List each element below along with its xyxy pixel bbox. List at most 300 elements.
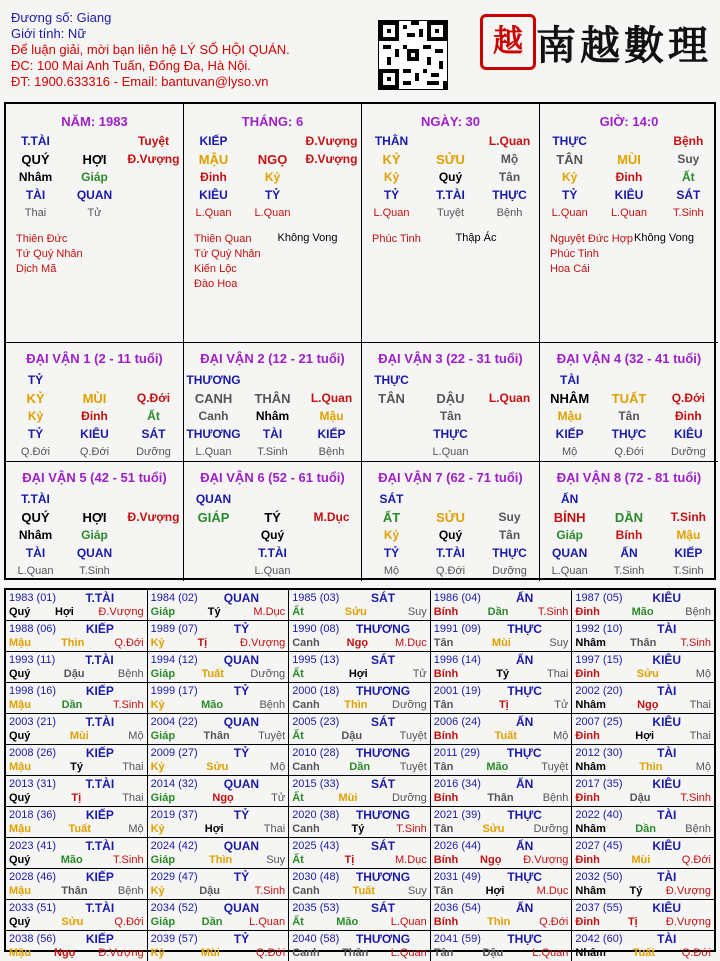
dai-van-1 <box>6 342 184 462</box>
year-stem-branch <box>151 729 286 743</box>
pillar-hidden-states-cell: Tuyệt <box>436 207 465 219</box>
year-cell[interactable] <box>572 683 714 714</box>
year-cell[interactable] <box>148 621 290 652</box>
pillar-top-cell: KIẾP <box>199 134 228 148</box>
star-name: Thiên Quan <box>194 233 252 245</box>
dai-van-hidden-gods-cell: KIÊU <box>80 427 109 441</box>
year-branch: Dậu <box>341 730 363 742</box>
dai-van-hidden-gods-cell: THƯƠNG <box>186 427 241 441</box>
year-cell[interactable] <box>6 590 148 621</box>
dai-van-god-cell: THƯƠNG <box>186 373 241 387</box>
year-cell[interactable] <box>431 590 573 621</box>
year-cell[interactable] <box>289 807 431 838</box>
year-cell[interactable] <box>148 900 290 931</box>
dai-van-hidden-states-cell: T.Sinh <box>673 565 704 577</box>
year-stem-branch <box>434 822 569 836</box>
dai-van-hidden-states-cell: Q.Đới <box>614 446 644 458</box>
year-stem-branch <box>575 915 711 929</box>
dai-van-hidden-stems-cell: Mậu <box>319 409 344 423</box>
dai-van-stem-branch <box>184 389 361 407</box>
year-stem: Đinh <box>575 606 600 618</box>
year-state: Bệnh <box>685 823 711 835</box>
year-stem: Bính <box>433 854 459 866</box>
year-header <box>151 715 286 729</box>
year-branch: Sửu <box>344 606 367 618</box>
year-state: Thai <box>546 668 569 680</box>
year-header <box>434 622 569 636</box>
year-god: ẤN <box>515 901 534 915</box>
year-cell[interactable] <box>148 838 290 869</box>
year-stem-branch <box>151 760 286 774</box>
pillar-stem-branch-cell: KỶ <box>382 151 401 167</box>
pillar-hidden-stems <box>6 168 183 186</box>
year-branch: Tị <box>71 792 82 804</box>
pillar-top <box>6 132 183 150</box>
dai-van-5 <box>6 461 184 581</box>
dai-van-hidden-stems <box>362 526 539 544</box>
pillar-stem-branch <box>184 150 361 168</box>
year-cell[interactable] <box>6 931 148 961</box>
year-state: Mộ <box>128 730 144 742</box>
year-state: Suy <box>407 885 427 897</box>
pillar-hidden-states <box>362 204 539 222</box>
year-stem-branch <box>434 729 569 743</box>
star-name: Hoa Cái <box>550 263 590 275</box>
dai-van-god-cell: ẤN <box>560 492 579 506</box>
year-state: T.Sinh <box>396 823 427 835</box>
year-state: Bệnh <box>542 792 569 804</box>
year-cell[interactable] <box>289 931 431 961</box>
year-cell[interactable] <box>148 652 290 683</box>
pillar-hidden-gods-cell: QUAN <box>76 188 113 202</box>
year-stem-branch <box>434 946 569 960</box>
year-cell[interactable] <box>572 776 714 807</box>
year-stem: Giáp <box>150 606 176 618</box>
year-cell[interactable] <box>148 590 290 621</box>
contact-line: Để luận giải, mời bạn liên hệ LÝ SỐ HỘI QUÁN. <box>11 42 290 57</box>
dai-van-hidden-stems-cell: Giáp <box>556 528 583 542</box>
pillar-top-cell: THÂN <box>374 134 409 148</box>
pillar-stem-branch-cell: SỬU <box>436 151 465 167</box>
year-label: 2019 (37) <box>150 809 198 821</box>
year-state: Bệnh <box>685 606 711 618</box>
year-branch: Dậu <box>482 947 504 959</box>
year-cell[interactable] <box>572 900 714 931</box>
year-stem-branch <box>575 791 711 805</box>
year-cell[interactable] <box>572 869 714 900</box>
star-name: Kiến Lộc <box>194 263 237 275</box>
pillar-hidden-states-cell: L.Quan <box>195 207 232 219</box>
year-cell[interactable] <box>148 776 290 807</box>
year-god: SÁT <box>371 653 396 667</box>
year-god: QUAN <box>223 715 260 729</box>
year-cell[interactable] <box>431 714 573 745</box>
year-stem: Đinh <box>575 730 600 742</box>
year-header <box>434 653 569 667</box>
pillar-top-cell: THỰC <box>552 134 587 148</box>
year-state: M.Dục <box>395 637 427 649</box>
year-cell[interactable] <box>6 776 148 807</box>
year-god: T.TÀI <box>85 839 115 853</box>
year-cell[interactable] <box>289 745 431 776</box>
year-header <box>575 808 711 822</box>
dai-van-hidden-states-cell: T.Sinh <box>79 565 110 577</box>
year-cell[interactable] <box>572 745 714 776</box>
year-state: Dưỡng <box>392 699 427 711</box>
year-branch: Mão <box>336 916 359 928</box>
year-label: 2038 (56) <box>9 933 57 945</box>
dai-van-hidden-gods-cell: QUAN <box>551 546 588 560</box>
year-stem-branch <box>9 791 144 805</box>
year-cell[interactable] <box>6 838 148 869</box>
year-god: TÀI <box>657 808 677 822</box>
year-cell[interactable] <box>431 776 573 807</box>
pillar-hidden-gods-cell: THỰC <box>492 188 527 202</box>
year-cell[interactable] <box>6 714 148 745</box>
year-branch: Mùi <box>631 854 651 866</box>
year-cell[interactable] <box>289 714 431 745</box>
dai-van-stem-branch <box>184 508 361 526</box>
year-stem-branch <box>575 946 711 960</box>
year-state: L.Quan <box>249 916 286 928</box>
dai-van-hidden-gods <box>6 425 183 443</box>
pillar-extras <box>184 232 361 292</box>
year-god: KIÊU <box>652 777 682 791</box>
year-stem: Tân <box>433 761 454 773</box>
year-stem: Giáp <box>150 668 176 680</box>
year-stem: Canh <box>292 761 320 773</box>
year-stem-branch <box>151 915 286 929</box>
year-cell[interactable] <box>289 776 431 807</box>
year-stem: Tân <box>433 947 454 959</box>
dai-van-hidden-states-cell: Q.Đới <box>20 446 51 458</box>
dai-van-stem-branch-cell: SỬU <box>436 509 465 525</box>
dai-van-3 <box>362 342 540 462</box>
year-header <box>292 932 427 946</box>
year-cell[interactable] <box>148 745 290 776</box>
year-cell[interactable] <box>6 745 148 776</box>
year-label: 2005 (23) <box>292 716 340 728</box>
pillar-hidden-stems-cell: Kỷ <box>561 170 578 184</box>
year-header <box>151 839 286 853</box>
year-god: T.TÀI <box>85 653 114 667</box>
year-cell[interactable] <box>289 838 431 869</box>
year-cell[interactable] <box>431 931 573 961</box>
year-stem-branch <box>292 946 427 960</box>
year-god: TÀI <box>657 622 677 636</box>
year-cell[interactable] <box>572 838 714 869</box>
year-stem: Ất <box>292 854 304 866</box>
dai-van-8 <box>540 461 718 581</box>
year-stem: Canh <box>292 699 320 711</box>
dai-van-god <box>540 371 718 389</box>
pillar-hidden-states-cell: Tử <box>87 207 102 219</box>
year-cell[interactable] <box>148 931 290 961</box>
year-label: 2042 (60) <box>575 933 623 945</box>
year-header <box>575 839 711 853</box>
year-stem-branch <box>9 822 144 836</box>
dai-van-hidden-stems-cell: Kỷ <box>27 409 44 423</box>
year-god: KIÊU <box>652 591 682 605</box>
year-stem: Nhâm <box>575 699 606 711</box>
pillar-top <box>362 132 539 150</box>
year-state: Mộ <box>128 823 144 835</box>
pillar-stem-branch-cell: MÙI <box>617 151 641 167</box>
pillar-top-cell: Tuyệt <box>137 134 170 148</box>
phone-email-line[interactable]: ĐT: 1900.633316 - Email: bantuvan@lyso.vn <box>11 74 269 89</box>
dai-van-hidden-stems <box>184 407 361 425</box>
year-cell[interactable] <box>6 807 148 838</box>
year-stem-branch <box>575 884 711 898</box>
year-god: TỶ <box>233 870 250 884</box>
year-god: KIẾP <box>85 870 114 884</box>
year-stem-branch <box>151 853 286 867</box>
year-stem: Nhâm <box>575 947 606 959</box>
year-cell[interactable] <box>572 590 714 621</box>
pillar-hidden-gods-cell: TỶ <box>561 188 578 202</box>
year-god: KIÊU <box>652 653 682 667</box>
year-stem-branch <box>575 636 711 650</box>
year-cell[interactable] <box>431 621 573 652</box>
year-cell[interactable] <box>289 621 431 652</box>
pillar-hidden-states-cell: L.Quan <box>610 207 648 219</box>
year-label: 2001 (19) <box>433 685 481 697</box>
year-god: SÁT <box>371 839 396 853</box>
year-header <box>434 684 569 698</box>
dai-van-stem-branch-cell: KỶ <box>26 390 45 406</box>
year-label: 2014 (32) <box>150 778 198 790</box>
dai-van-hidden-gods-cell: SÁT <box>141 427 166 441</box>
year-label: 1984 (02) <box>150 592 198 604</box>
year-cell[interactable] <box>148 714 290 745</box>
star-name: Tứ Quý Nhân <box>16 248 83 260</box>
year-god: T.TÀI <box>85 901 115 915</box>
year-header <box>292 870 427 884</box>
year-label: 2035 (53) <box>292 902 340 914</box>
year-cell[interactable] <box>431 900 573 931</box>
pillar-extras <box>540 232 718 277</box>
pillar-1 <box>6 104 184 342</box>
year-branch: Dậu <box>629 792 651 804</box>
year-state: M.Dục <box>395 854 427 866</box>
year-stem: Nhâm <box>575 885 606 897</box>
year-header <box>292 777 427 791</box>
year-branch: Tý <box>207 606 221 618</box>
dai-van-hidden-states-cell: L.Quan <box>432 446 469 458</box>
year-cell[interactable] <box>572 807 714 838</box>
year-header <box>575 715 711 729</box>
year-cell[interactable] <box>289 683 431 714</box>
year-state: Tử <box>271 792 286 804</box>
year-state: L.Quan <box>532 947 569 959</box>
year-branch: Thìn <box>61 637 85 649</box>
year-label: 2020 (38) <box>292 809 340 821</box>
year-cell[interactable] <box>431 838 573 869</box>
year-cell[interactable] <box>572 652 714 683</box>
dai-van-stem-branch-cell: Suy <box>498 510 521 524</box>
year-header <box>575 746 711 760</box>
year-label: 2016 (34) <box>433 778 481 790</box>
dai-van-hidden-states <box>362 562 539 580</box>
pillar-top-cell: Đ.Vượng <box>305 134 358 148</box>
year-header <box>9 808 144 822</box>
year-header <box>9 653 144 667</box>
year-header <box>434 932 569 946</box>
year-state: Đ.Vượng <box>665 916 711 928</box>
year-stem-branch <box>9 853 144 867</box>
year-header <box>292 653 427 667</box>
year-cell[interactable] <box>572 714 714 745</box>
pillar-hidden-stems <box>362 168 539 186</box>
pillar-extras <box>6 232 183 277</box>
dai-van-title: ĐẠI VẬN 1 (2 - 11 tuổi) <box>26 351 163 366</box>
year-label: 1987 (05) <box>575 592 623 604</box>
year-cell[interactable] <box>289 652 431 683</box>
dai-van-hidden-gods-cell: QUAN <box>76 546 113 560</box>
year-label: 1988 (06) <box>9 623 57 635</box>
pillar-hidden-stems-cell: Giáp <box>81 170 108 184</box>
year-state: Tuyệt <box>399 730 427 742</box>
qr-code[interactable] <box>378 20 448 90</box>
year-cell[interactable] <box>6 683 148 714</box>
dai-van-title: ĐẠI VẬN 6 (52 - 61 tuổi) <box>200 470 345 485</box>
year-cell[interactable] <box>431 869 573 900</box>
year-cell[interactable] <box>431 745 573 776</box>
year-god: KIẾP <box>85 684 114 698</box>
year-label: 2015 (33) <box>292 778 340 790</box>
year-god: KIẾP <box>85 746 114 760</box>
year-stem: Canh <box>292 637 320 649</box>
year-cell[interactable] <box>431 652 573 683</box>
year-cell[interactable] <box>6 869 148 900</box>
year-stem: Đinh <box>575 854 600 866</box>
year-branch: Mão <box>631 606 654 618</box>
year-cell[interactable] <box>572 931 714 961</box>
pillar-stem-branch <box>6 150 183 168</box>
year-stem-branch <box>9 884 144 898</box>
year-header <box>292 808 427 822</box>
year-stem: Ất <box>292 792 304 804</box>
pillar-stem-branch-cell: QUÝ <box>21 151 50 167</box>
year-label: 2000 (18) <box>292 685 340 697</box>
year-label: 2023 (41) <box>9 840 57 852</box>
year-header <box>9 684 144 698</box>
year-state: Đ.Vượng <box>98 606 144 618</box>
dai-van-hidden-states-cell: Mộ <box>383 565 400 577</box>
year-cell[interactable] <box>289 900 431 931</box>
dai-van-hidden-states <box>540 562 718 580</box>
dai-van-stem-branch <box>6 389 183 407</box>
dai-van-hidden-gods-cell: THỰC <box>433 427 468 441</box>
year-branch: Ngọ <box>480 854 502 866</box>
year-stem-branch <box>434 667 569 681</box>
year-stem: Mậu <box>9 823 31 835</box>
year-state: M.Dục <box>536 885 569 897</box>
year-branch: Tuất <box>68 823 91 835</box>
year-branch: Mão <box>201 699 224 711</box>
year-state: Đ.Vượng <box>665 885 711 897</box>
year-state: Q.Đới <box>114 916 144 928</box>
dai-van-hidden-states-cell: T.Sinh <box>257 446 288 458</box>
year-cell[interactable] <box>572 621 714 652</box>
dai-van-title: ĐẠI VẬN 4 (32 - 41 tuổi) <box>556 351 702 366</box>
year-cell[interactable] <box>6 621 148 652</box>
year-cell[interactable] <box>289 869 431 900</box>
pillar-hidden-stems <box>184 168 361 186</box>
year-stem-branch <box>575 698 711 712</box>
dai-van-god-cell: TỶ <box>27 373 44 387</box>
year-branch: Sửu <box>482 823 505 835</box>
dai-van-stem-branch <box>362 508 539 526</box>
year-state: Tử <box>554 699 569 711</box>
pillar-title: GIỜ: 14:0 <box>599 114 659 129</box>
year-state: T.Sinh <box>254 885 286 897</box>
pillar-title: THÁNG: 6 <box>241 114 304 129</box>
year-cell[interactable] <box>6 900 148 931</box>
year-stem-branch <box>151 636 286 650</box>
dai-van-stem-branch-cell: L.Quan <box>310 391 353 405</box>
year-stem: Canh <box>292 823 320 835</box>
year-god: SÁT <box>371 591 396 605</box>
year-stem: Quý <box>9 792 31 804</box>
year-label: 2041 (59) <box>433 933 481 945</box>
year-stem-branch <box>151 822 286 836</box>
pillar-hidden-states-cell: L.Quan <box>551 207 588 219</box>
dai-van-title: ĐẠI VẬN 2 (12 - 21 tuổi) <box>200 351 345 366</box>
year-state: T.Sinh <box>113 854 144 866</box>
year-stem: Canh <box>292 947 320 959</box>
year-stem-branch <box>292 791 427 805</box>
year-stem: Giáp <box>150 792 176 804</box>
year-stem-branch <box>9 605 144 619</box>
year-branch: Sửu <box>636 668 659 680</box>
year-state: Đ.Vượng <box>98 947 144 959</box>
year-stem-branch <box>434 915 569 929</box>
dai-van-stem-branch-cell: DẦN <box>614 509 644 525</box>
year-stem-branch <box>575 760 711 774</box>
year-header <box>151 684 286 698</box>
pillar-hidden-gods <box>540 186 718 204</box>
year-cell[interactable] <box>431 807 573 838</box>
year-cell[interactable] <box>148 869 290 900</box>
year-cell[interactable] <box>6 652 148 683</box>
dai-van-stem-branch-cell: Q.Đới <box>671 391 705 405</box>
year-stem: Kỷ <box>150 823 165 835</box>
pillar-hidden-gods <box>184 186 361 204</box>
year-cell[interactable] <box>289 590 431 621</box>
year-header <box>151 653 286 667</box>
year-cell[interactable] <box>148 683 290 714</box>
year-stem: Mậu <box>9 947 31 959</box>
year-stem-branch <box>292 760 427 774</box>
year-stem-branch <box>292 636 427 650</box>
year-branch: Thân <box>342 947 369 959</box>
pillar-stem-branch-cell: Đ.Vượng <box>305 152 358 166</box>
pillar-hidden-gods-cell: SÁT <box>676 188 701 202</box>
year-branch: Sửu <box>61 916 84 928</box>
dai-van-hidden-gods <box>184 544 361 562</box>
year-cell[interactable] <box>148 807 290 838</box>
pillar-hidden-stems <box>540 168 718 186</box>
pillar-hidden-stems-cell: Quý <box>438 170 463 184</box>
year-cell[interactable] <box>431 683 573 714</box>
year-god: QUAN <box>223 901 260 915</box>
gender: Giới tính: Nữ <box>11 26 87 41</box>
year-stem: Tân <box>433 823 454 835</box>
year-label: 2010 (28) <box>292 747 340 759</box>
year-label: 2006 (24) <box>433 716 481 728</box>
dai-van-hidden-states <box>184 443 361 461</box>
